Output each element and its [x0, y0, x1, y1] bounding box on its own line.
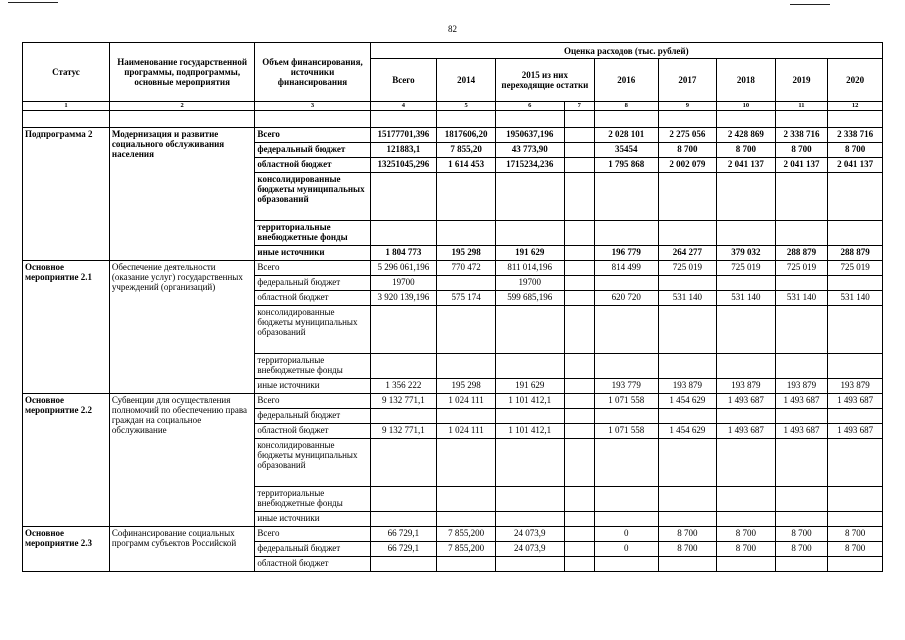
value-cell: 8 700 [658, 542, 717, 557]
value-cell [775, 306, 828, 354]
value-cell [828, 557, 883, 572]
value-cell: 531 140 [717, 291, 776, 306]
value-cell: 575 174 [437, 291, 496, 306]
value-cell [495, 512, 564, 527]
value-cell: 15177701,396 [370, 128, 437, 143]
value-cell: 1 101 412,1 [495, 394, 564, 409]
row-program-name: Модернизация и развитие социального обслуживания населения [109, 128, 255, 261]
value-cell [717, 173, 776, 221]
value-cell: 1950637,196 [495, 128, 564, 143]
blank-cell [564, 111, 594, 128]
funding-source: федеральный бюджет [255, 409, 370, 424]
value-cell [370, 409, 437, 424]
header-2018: 2018 [717, 59, 776, 102]
value-cell [370, 487, 437, 512]
table-row [23, 128, 883, 143]
value-cell [564, 221, 594, 246]
table-row [23, 527, 883, 542]
column-number: 4 [370, 102, 437, 111]
value-cell: 531 140 [828, 291, 883, 306]
value-cell [828, 409, 883, 424]
value-cell: 191 629 [495, 246, 564, 261]
value-cell: 5 296 061,196 [370, 261, 437, 276]
value-cell: 193 879 [828, 379, 883, 394]
value-cell [495, 439, 564, 487]
value-cell: 66 729,1 [370, 542, 437, 557]
value-cell [594, 409, 658, 424]
funding-source: областной бюджет [255, 158, 370, 173]
value-cell [564, 424, 594, 439]
value-cell: 814 499 [594, 261, 658, 276]
value-cell [495, 487, 564, 512]
value-cell [564, 276, 594, 291]
value-cell [775, 173, 828, 221]
value-cell: 1 454 629 [658, 394, 717, 409]
blank-cell [370, 111, 437, 128]
value-cell [775, 557, 828, 572]
value-cell [828, 276, 883, 291]
value-cell [564, 487, 594, 512]
value-cell [717, 487, 776, 512]
value-cell [775, 487, 828, 512]
value-cell [658, 306, 717, 354]
value-cell: 1 493 687 [775, 424, 828, 439]
value-cell [370, 354, 437, 379]
column-number: 3 [255, 102, 370, 111]
value-cell [564, 173, 594, 221]
value-cell: 193 879 [775, 379, 828, 394]
value-cell [437, 173, 496, 221]
page-number: 82 [448, 24, 457, 34]
value-cell: 264 277 [658, 246, 717, 261]
funding-source: территориальные внебюджетные фонды [255, 221, 370, 246]
column-number: 8 [594, 102, 658, 111]
value-cell: 8 700 [658, 143, 717, 158]
value-cell [564, 379, 594, 394]
value-cell: 1 024 111 [437, 424, 496, 439]
value-cell [658, 409, 717, 424]
value-cell [564, 261, 594, 276]
value-cell: 0 [594, 527, 658, 542]
value-cell [775, 512, 828, 527]
funding-source: иные источники [255, 379, 370, 394]
funding-source: федеральный бюджет [255, 542, 370, 557]
value-cell [564, 394, 594, 409]
funding-source: областной бюджет [255, 557, 370, 572]
value-cell: 599 685,196 [495, 291, 564, 306]
value-cell: 8 700 [775, 143, 828, 158]
header-2016: 2016 [594, 59, 658, 102]
column-number: 10 [717, 102, 776, 111]
blank-cell [828, 111, 883, 128]
value-cell [658, 221, 717, 246]
column-number: 5 [437, 102, 496, 111]
blank-cell [23, 111, 110, 128]
value-cell: 196 779 [594, 246, 658, 261]
value-cell: 1 024 111 [437, 394, 496, 409]
value-cell: 2 041 137 [775, 158, 828, 173]
value-cell [564, 512, 594, 527]
value-cell: 7 855,200 [437, 542, 496, 557]
funding-source: иные источники [255, 512, 370, 527]
value-cell [658, 173, 717, 221]
value-cell [717, 557, 776, 572]
table-row [23, 394, 883, 409]
value-cell: 2 338 716 [828, 128, 883, 143]
value-cell [717, 221, 776, 246]
value-cell [594, 487, 658, 512]
value-cell [495, 173, 564, 221]
row-program-name: Обеспечение деятельности (оказание услуг) государственных учреждений (организаций) [109, 261, 255, 394]
value-cell: 13251045,296 [370, 158, 437, 173]
row-program-name: Софинансирование социальных программ субъектов Российской [109, 527, 255, 572]
value-cell: 531 140 [658, 291, 717, 306]
value-cell [564, 542, 594, 557]
value-cell: 24 073,9 [495, 527, 564, 542]
funding-source: областной бюджет [255, 424, 370, 439]
row-status: Основное мероприятие 2.2 [23, 394, 110, 527]
blank-cell [594, 111, 658, 128]
value-cell: 1 454 629 [658, 424, 717, 439]
value-cell: 0 [594, 542, 658, 557]
table-body [23, 128, 883, 572]
value-cell [717, 354, 776, 379]
value-cell [564, 354, 594, 379]
value-cell: 7 855,20 [437, 143, 496, 158]
funding-source: территориальные внебюджетные фонды [255, 487, 370, 512]
funding-source: консолидированные бюджеты муниципальных образований [255, 439, 370, 487]
value-cell [775, 221, 828, 246]
value-cell: 2 041 137 [828, 158, 883, 173]
value-cell [564, 527, 594, 542]
funding-source: Всего [255, 527, 370, 542]
value-cell [437, 512, 496, 527]
value-cell: 2 002 079 [658, 158, 717, 173]
blank-cell [658, 111, 717, 128]
value-cell [564, 143, 594, 158]
header-2015: 2015 из них переходящие остатки [495, 59, 594, 102]
funding-source: консолидированные бюджеты муниципальных образований [255, 173, 370, 221]
column-number: 6 [495, 102, 564, 111]
value-cell: 1 493 687 [717, 394, 776, 409]
header-2019: 2019 [775, 59, 828, 102]
value-cell [564, 409, 594, 424]
funding-source: консолидированные бюджеты муниципальных образований [255, 306, 370, 354]
value-cell: 8 700 [828, 143, 883, 158]
value-cell [564, 128, 594, 143]
value-cell [658, 512, 717, 527]
value-cell: 8 700 [828, 527, 883, 542]
value-cell: 24 073,9 [495, 542, 564, 557]
value-cell: 725 019 [828, 261, 883, 276]
value-cell: 770 472 [437, 261, 496, 276]
value-cell [594, 354, 658, 379]
value-cell [437, 557, 496, 572]
value-cell [658, 354, 717, 379]
header-status: Статус [23, 43, 110, 102]
value-cell: 1 493 687 [717, 424, 776, 439]
value-cell: 8 700 [717, 542, 776, 557]
blank-cell [495, 111, 564, 128]
value-cell: 195 298 [437, 379, 496, 394]
value-cell: 19700 [370, 276, 437, 291]
value-cell: 1 493 687 [775, 394, 828, 409]
value-cell: 1715234,236 [495, 158, 564, 173]
value-cell [564, 291, 594, 306]
value-cell [658, 439, 717, 487]
value-cell: 288 879 [775, 246, 828, 261]
value-cell [437, 487, 496, 512]
value-cell: 1817606,20 [437, 128, 496, 143]
value-cell: 8 700 [775, 527, 828, 542]
value-cell [495, 221, 564, 246]
value-cell: 1 795 868 [594, 158, 658, 173]
value-cell [775, 439, 828, 487]
value-cell [437, 306, 496, 354]
value-cell [495, 306, 564, 354]
value-cell [717, 512, 776, 527]
value-cell [370, 439, 437, 487]
value-cell: 2 428 869 [717, 128, 776, 143]
funding-source: Всего [255, 128, 370, 143]
value-cell: 8 700 [717, 143, 776, 158]
value-cell: 1 493 687 [828, 394, 883, 409]
value-cell [775, 409, 828, 424]
funding-source: федеральный бюджет [255, 143, 370, 158]
value-cell [370, 512, 437, 527]
value-cell: 620 720 [594, 291, 658, 306]
funding-source: Всего [255, 394, 370, 409]
value-cell: 531 140 [775, 291, 828, 306]
value-cell [775, 354, 828, 379]
blank-cell [437, 111, 496, 128]
value-cell: 66 729,1 [370, 527, 437, 542]
blank-cell [775, 111, 828, 128]
value-cell [564, 439, 594, 487]
value-cell: 1 493 687 [828, 424, 883, 439]
header-estimate: Оценка расходов (тыс. рублей) [370, 43, 882, 59]
value-cell: 8 700 [658, 527, 717, 542]
value-cell: 35454 [594, 143, 658, 158]
value-cell: 1 804 773 [370, 246, 437, 261]
value-cell: 2 028 101 [594, 128, 658, 143]
row-status: Подпрограмма 2 [23, 128, 110, 261]
value-cell [594, 276, 658, 291]
value-cell [564, 557, 594, 572]
value-cell [564, 306, 594, 354]
value-cell [828, 221, 883, 246]
value-cell: 379 032 [717, 246, 776, 261]
value-cell [594, 439, 658, 487]
value-cell [775, 276, 828, 291]
value-cell [370, 221, 437, 246]
budget-table [22, 42, 883, 572]
value-cell: 43 773,90 [495, 143, 564, 158]
value-cell [495, 409, 564, 424]
value-cell: 811 014,196 [495, 261, 564, 276]
value-cell: 8 700 [775, 542, 828, 557]
value-cell [658, 557, 717, 572]
column-number: 2 [109, 102, 255, 111]
value-cell [564, 158, 594, 173]
value-cell [828, 439, 883, 487]
funding-source: территориальные внебюджетные фонды [255, 354, 370, 379]
value-cell [717, 439, 776, 487]
funding-source: Всего [255, 261, 370, 276]
value-cell [828, 487, 883, 512]
header-2020: 2020 [828, 59, 883, 102]
table-row [23, 261, 883, 276]
value-cell [594, 221, 658, 246]
blank-cell [109, 111, 255, 128]
value-cell [437, 439, 496, 487]
value-cell [594, 173, 658, 221]
value-cell [594, 306, 658, 354]
value-cell: 121883,1 [370, 143, 437, 158]
funding-source: областной бюджет [255, 291, 370, 306]
value-cell: 3 920 139,196 [370, 291, 437, 306]
column-number: 11 [775, 102, 828, 111]
value-cell [828, 354, 883, 379]
value-cell: 193 879 [658, 379, 717, 394]
value-cell [564, 246, 594, 261]
column-number: 1 [23, 102, 110, 111]
header-2017: 2017 [658, 59, 717, 102]
column-number: 7 [564, 102, 594, 111]
header-total: Всего [370, 59, 437, 102]
value-cell: 195 298 [437, 246, 496, 261]
value-cell [437, 409, 496, 424]
column-number: 9 [658, 102, 717, 111]
value-cell: 288 879 [828, 246, 883, 261]
blank-cell [717, 111, 776, 128]
value-cell [658, 276, 717, 291]
row-program-name: Субвенции для осуществления полномочий по обеспечению права граждан на социальное обслуживание [109, 394, 255, 527]
blank-cell [255, 111, 370, 128]
column-number: 12 [828, 102, 883, 111]
value-cell [437, 354, 496, 379]
value-cell: 9 132 771,1 [370, 424, 437, 439]
value-cell [828, 306, 883, 354]
scan-artifact [790, 4, 830, 5]
value-cell [370, 306, 437, 354]
row-status: Основное мероприятие 2.3 [23, 527, 110, 572]
value-cell: 1 614 453 [437, 158, 496, 173]
value-cell: 1 071 558 [594, 394, 658, 409]
value-cell [495, 557, 564, 572]
scan-artifact [8, 2, 58, 3]
value-cell: 193 879 [717, 379, 776, 394]
value-cell: 191 629 [495, 379, 564, 394]
row-status: Основное мероприятие 2.1 [23, 261, 110, 394]
value-cell: 725 019 [775, 261, 828, 276]
value-cell [717, 306, 776, 354]
value-cell: 7 855,200 [437, 527, 496, 542]
value-cell: 1 071 558 [594, 424, 658, 439]
value-cell [828, 512, 883, 527]
value-cell: 2 338 716 [775, 128, 828, 143]
funding-source: иные источники [255, 246, 370, 261]
value-cell: 193 779 [594, 379, 658, 394]
value-cell: 2 275 056 [658, 128, 717, 143]
value-cell: 9 132 771,1 [370, 394, 437, 409]
value-cell: 8 700 [828, 542, 883, 557]
value-cell [370, 173, 437, 221]
value-cell: 725 019 [717, 261, 776, 276]
value-cell [437, 221, 496, 246]
value-cell [717, 276, 776, 291]
value-cell [828, 173, 883, 221]
value-cell: 19700 [495, 276, 564, 291]
value-cell: 1 356 222 [370, 379, 437, 394]
value-cell: 1 101 412,1 [495, 424, 564, 439]
value-cell [437, 276, 496, 291]
value-cell [370, 557, 437, 572]
value-cell [717, 409, 776, 424]
header-2014: 2014 [437, 59, 496, 102]
header-volume: Объем финансирования, источники финансирования [255, 43, 370, 102]
funding-source: федеральный бюджет [255, 276, 370, 291]
header-name: Наименование государственной программы, подпрограммы, основные мероприятия [109, 43, 255, 102]
value-cell [658, 487, 717, 512]
value-cell: 8 700 [717, 527, 776, 542]
value-cell: 2 041 137 [717, 158, 776, 173]
value-cell [594, 557, 658, 572]
value-cell [594, 512, 658, 527]
value-cell: 725 019 [658, 261, 717, 276]
value-cell [495, 354, 564, 379]
